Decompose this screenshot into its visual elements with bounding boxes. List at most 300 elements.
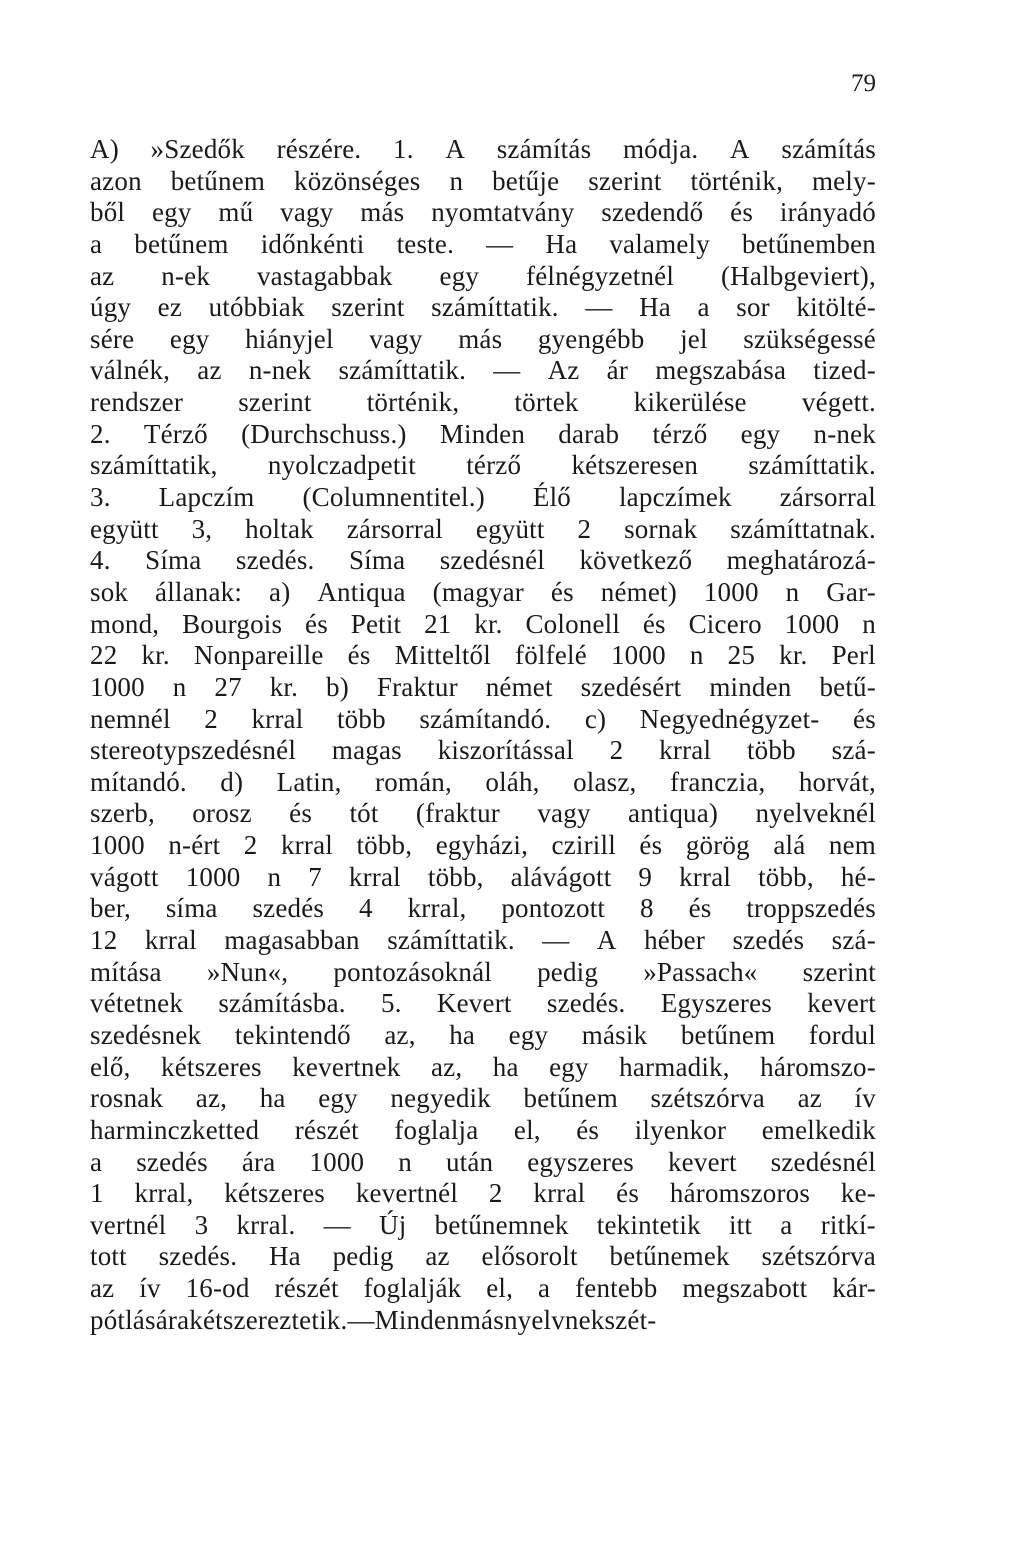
- word: ív: [854, 1083, 876, 1114]
- word: kevert: [667, 1146, 737, 1177]
- word: az,: [430, 1051, 463, 1082]
- word: —: [493, 355, 521, 386]
- word: Petit: [350, 608, 402, 639]
- word: több,: [758, 861, 814, 892]
- word: az: [797, 1083, 822, 1114]
- word: n: [398, 1146, 412, 1177]
- word: betűnemben: [742, 228, 876, 259]
- word: vétetnek: [90, 988, 184, 1019]
- word: b): [326, 671, 349, 702]
- word: és: [576, 1114, 600, 1145]
- word: 4: [359, 893, 373, 924]
- word: 2: [204, 703, 218, 734]
- word: más: [458, 323, 503, 354]
- text-line: [90, 1020, 876, 1052]
- word: fentebb: [575, 1273, 658, 1304]
- word: n-ek: [161, 260, 211, 291]
- word: (Columnentitel.): [302, 482, 485, 513]
- text-line: [90, 1178, 876, 1210]
- word: héber: [644, 925, 706, 956]
- word: 2: [243, 830, 258, 861]
- word: Új: [379, 1209, 407, 1240]
- text-line: [90, 1305, 876, 1337]
- text-line: [90, 419, 876, 451]
- word: Gar-: [826, 576, 876, 607]
- word: foglalják: [363, 1273, 462, 1304]
- word: ez: [157, 292, 183, 323]
- text-line: [90, 988, 876, 1020]
- word: 5.: [381, 988, 402, 1019]
- word: ha: [492, 1051, 519, 1082]
- word: végett.: [801, 387, 876, 418]
- word: foglalja: [394, 1114, 479, 1145]
- word: fordul: [808, 1019, 876, 1050]
- word: n-nek: [248, 355, 312, 386]
- word: számíttatik.: [387, 925, 515, 956]
- word: itt: [728, 1209, 753, 1240]
- word: teste.: [396, 228, 455, 259]
- word: 2: [609, 735, 624, 766]
- text-line: [90, 798, 876, 830]
- word: n-ért: [168, 830, 221, 861]
- word: számítás: [496, 134, 592, 164]
- word: tott: [90, 1241, 127, 1272]
- word: kétszeres: [224, 1178, 325, 1209]
- word: nyomtatvány: [431, 197, 575, 228]
- word: több: [746, 735, 796, 766]
- word: Latin,: [276, 766, 342, 797]
- word: kr.: [269, 671, 299, 702]
- word: ből: [90, 197, 126, 228]
- word: megszabása: [655, 355, 787, 386]
- word: vagy: [369, 323, 423, 354]
- word: szétszórva: [761, 1241, 876, 1272]
- word: pedig: [537, 956, 599, 987]
- word: térző: [466, 450, 522, 481]
- word: 1000: [90, 830, 145, 861]
- word: gyengébb: [537, 323, 645, 354]
- text-line: [90, 387, 876, 419]
- word: szétszórva: [650, 1083, 765, 1114]
- word: Fraktur: [376, 671, 458, 702]
- word: Minden: [374, 1304, 460, 1335]
- word: —: [542, 925, 570, 956]
- word: A: [596, 925, 617, 956]
- word: krral: [533, 1178, 586, 1209]
- word: antiqua): [628, 798, 719, 829]
- word: a: [780, 1209, 793, 1240]
- word: tekintetik: [596, 1209, 701, 1240]
- word: szedés.: [158, 1241, 238, 1272]
- word: számítandó.: [419, 703, 552, 734]
- word: több: [336, 703, 386, 734]
- word: állanak:: [155, 576, 243, 607]
- word: Minden: [439, 418, 526, 449]
- word: következő: [579, 545, 693, 576]
- word: ha: [259, 1083, 286, 1114]
- word: sor: [736, 292, 770, 323]
- word: krral: [679, 861, 732, 892]
- word: betűnem: [134, 228, 229, 259]
- text-line: [90, 545, 876, 577]
- text-line: [90, 893, 876, 925]
- word: szükségessé: [743, 323, 876, 354]
- word: utóbbiak: [208, 292, 305, 323]
- word: n: [862, 608, 876, 639]
- text-line: [90, 450, 876, 482]
- text-line: [90, 830, 876, 862]
- word: n: [785, 576, 800, 607]
- word: egy: [740, 418, 781, 449]
- word: német): [600, 576, 677, 607]
- word: közönséges: [294, 165, 421, 196]
- word: egy: [439, 260, 480, 291]
- word: az: [90, 1273, 115, 1304]
- word: Kevert: [436, 988, 512, 1019]
- word: —: [585, 292, 613, 323]
- text-line: [90, 1083, 876, 1115]
- word: —: [486, 228, 514, 259]
- word: 7: [308, 861, 322, 892]
- word: hé-: [840, 861, 876, 892]
- word: szét-: [604, 1304, 657, 1335]
- word: román,: [375, 766, 452, 797]
- word: krral: [659, 735, 712, 766]
- word: szedendő: [601, 197, 704, 228]
- text-line: [90, 1273, 876, 1305]
- word: után: [445, 1146, 494, 1177]
- text-line: [90, 957, 876, 989]
- word: krral.: [236, 1209, 296, 1240]
- text-line: [90, 229, 876, 261]
- word: a: [90, 1146, 103, 1177]
- word: egyházi,: [435, 830, 529, 861]
- word: betűje: [492, 165, 560, 196]
- word: 8: [640, 893, 654, 924]
- word: részére.: [276, 134, 362, 164]
- word: sok: [90, 576, 129, 607]
- word: A): [90, 134, 119, 164]
- word: el,: [486, 1273, 514, 1304]
- word: 9: [638, 861, 653, 892]
- word: meghatározá-: [726, 545, 876, 576]
- word: és: [639, 830, 663, 861]
- word: kikerülése: [633, 387, 747, 418]
- word: minden: [709, 671, 792, 702]
- word: troppszedés: [746, 893, 876, 924]
- word: tized-: [813, 355, 876, 386]
- word: és: [550, 576, 574, 607]
- word: fölfelé: [515, 640, 587, 671]
- word: ha: [449, 1019, 476, 1050]
- word: 2: [577, 513, 592, 544]
- word: olasz,: [573, 766, 637, 797]
- word: 2: [488, 1178, 503, 1209]
- word: a): [269, 576, 291, 607]
- word: 1000: [703, 576, 759, 607]
- word: egy: [318, 1083, 358, 1114]
- word: 1: [90, 1178, 104, 1209]
- word: és: [289, 798, 313, 829]
- word: Antiqua: [317, 576, 406, 607]
- word: d): [220, 766, 244, 797]
- word: az: [90, 260, 115, 291]
- word: más: [360, 197, 405, 228]
- word: a: [697, 292, 710, 323]
- word: krral,: [407, 893, 467, 924]
- word: az: [425, 1241, 450, 1272]
- body-text: [90, 134, 876, 1336]
- word: történik,: [366, 387, 460, 418]
- word: számíttatik.: [748, 450, 876, 481]
- word: (Halbgeviert),: [720, 260, 876, 291]
- word: félnégyzetnél: [526, 260, 675, 291]
- word: c): [584, 703, 607, 734]
- text-line: [90, 514, 876, 546]
- word: orosz: [192, 798, 252, 829]
- word: Mitteltől: [394, 640, 491, 671]
- word: n: [172, 671, 187, 702]
- word: német: [485, 671, 553, 702]
- word: számíttatik.: [431, 292, 559, 323]
- text-line: [90, 704, 876, 736]
- word: együtt: [90, 513, 159, 544]
- word: szedésért: [580, 671, 682, 702]
- word: alávágott: [510, 861, 612, 892]
- word: magasabban: [224, 925, 360, 956]
- word: kiszorítással: [437, 735, 574, 766]
- word: Élő: [532, 482, 571, 513]
- word: elősorolt: [481, 1241, 578, 1272]
- word: kr.: [779, 640, 808, 671]
- text-line: [90, 672, 876, 704]
- text-line: [90, 482, 876, 514]
- word: egy: [169, 323, 210, 354]
- word: harminczketted: [90, 1114, 260, 1145]
- word: harmadik,: [619, 1051, 730, 1082]
- word: számítás: [781, 134, 876, 164]
- word: szedés: [252, 893, 325, 924]
- word: szerint: [588, 165, 662, 196]
- word: vágott: [90, 861, 159, 892]
- word: a: [90, 228, 103, 259]
- word: válnék,: [90, 355, 171, 386]
- text-line: [90, 767, 876, 799]
- word: 2.: [90, 418, 111, 449]
- word: azon: [90, 165, 142, 196]
- word: nemnél: [90, 703, 171, 734]
- word: úgy: [90, 292, 132, 323]
- word: kr.: [474, 608, 503, 639]
- word: több,: [356, 830, 413, 861]
- word: görög: [685, 830, 750, 861]
- word: kétszeresen: [571, 450, 699, 481]
- word: A: [445, 134, 466, 164]
- word: elő,: [90, 1051, 131, 1082]
- word: 21: [424, 608, 452, 639]
- word: czirill: [551, 830, 616, 861]
- text-line: [90, 1115, 876, 1147]
- word: pótlás: [90, 1304, 156, 1335]
- word: szedés: [732, 925, 805, 956]
- word: valamely: [609, 228, 710, 259]
- word: lapczímek: [618, 482, 732, 513]
- word: kevertnél: [355, 1178, 459, 1209]
- word: holtak: [245, 513, 314, 544]
- word: sornak: [624, 513, 698, 544]
- text-line: [90, 1210, 876, 1242]
- word: szá-: [831, 735, 876, 766]
- word: Negyednégyzet-: [639, 703, 820, 734]
- text-line: [90, 292, 876, 324]
- text-line: [90, 1147, 876, 1179]
- text-line: [90, 197, 876, 229]
- word: krral,: [134, 1178, 194, 1209]
- word: Síma: [348, 545, 406, 576]
- word: zársorral: [346, 513, 443, 544]
- word: egy: [549, 1051, 589, 1082]
- word: tót: [349, 798, 379, 829]
- word: mely-: [811, 165, 876, 196]
- word: vastagabbak: [256, 260, 393, 291]
- word: szedés.: [235, 545, 315, 576]
- word: ára: [241, 1146, 276, 1177]
- word: Perl: [831, 640, 876, 671]
- word: nyelveknél: [755, 798, 876, 829]
- text-line: [90, 862, 876, 894]
- text-line: [90, 640, 876, 672]
- word: ber,: [90, 893, 131, 924]
- text-line: [90, 577, 876, 609]
- word: oláh,: [485, 766, 540, 797]
- word: az,: [195, 1083, 228, 1114]
- word: darab: [558, 418, 620, 449]
- text-line: [90, 261, 876, 293]
- word: 3.: [90, 482, 111, 513]
- word: horvát,: [798, 766, 876, 797]
- word: (Durchschuss.): [241, 418, 407, 449]
- word: negyedik: [390, 1083, 491, 1114]
- word: kétszeres: [161, 1051, 262, 1082]
- word: rendszer: [90, 387, 184, 418]
- word: szerint: [331, 292, 405, 323]
- word: Az: [547, 355, 580, 386]
- word: zársorral: [779, 482, 876, 513]
- word: A: [730, 134, 750, 164]
- word: ív: [139, 1273, 161, 1304]
- word: nyelvnek: [503, 1304, 605, 1335]
- word: szedésnél: [770, 1146, 876, 1177]
- word: jel: [680, 323, 708, 354]
- word: Síma: [145, 545, 202, 576]
- word: Ha: [639, 292, 671, 323]
- word: és: [616, 1178, 640, 1209]
- word: háromszoros: [669, 1178, 811, 1209]
- word: számíttatnak.: [730, 513, 876, 544]
- word: kétszereztetik.: [189, 1304, 348, 1335]
- word: 1.: [393, 134, 414, 164]
- word: emelkedik: [761, 1114, 876, 1145]
- word: 3: [194, 1209, 209, 1240]
- word: betűnem: [523, 1083, 618, 1114]
- word: 12: [90, 925, 118, 956]
- word: 27: [214, 671, 242, 702]
- word: Ha: [268, 1241, 301, 1272]
- word: és: [347, 640, 371, 671]
- text-line: [90, 166, 876, 198]
- word: betűnem: [680, 1019, 776, 1050]
- word: krral: [251, 703, 304, 734]
- text-line: [90, 735, 876, 767]
- word: Colonell: [525, 608, 621, 639]
- word: időnkénti: [260, 228, 365, 259]
- word: Lapczím: [158, 482, 255, 513]
- word: 1000: [185, 861, 241, 892]
- word: pontozott: [501, 893, 606, 924]
- word: más: [459, 1304, 504, 1335]
- word: és: [642, 608, 666, 639]
- word: »Passach«: [643, 956, 758, 987]
- word: pontozásoknál: [333, 956, 492, 987]
- word: franczia,: [669, 766, 766, 797]
- word: betű-: [819, 671, 876, 702]
- word: (fraktur: [415, 798, 500, 829]
- word: 22: [90, 640, 118, 671]
- text-line: [90, 324, 876, 356]
- word: egyszeres: [527, 1146, 634, 1177]
- word: kár-: [832, 1273, 876, 1304]
- word: el,: [513, 1114, 541, 1145]
- word: (magyar: [432, 576, 524, 607]
- word: egy: [508, 1019, 549, 1050]
- word: hiányjel: [245, 323, 334, 354]
- word: számíttatik,: [90, 450, 218, 481]
- word: Nonpareille: [193, 640, 324, 671]
- word: vagy: [537, 798, 591, 829]
- word: 4.: [90, 545, 111, 576]
- word: pedig: [332, 1241, 394, 1272]
- word: mítása: [90, 956, 162, 987]
- word: tekintendő: [234, 1019, 351, 1050]
- word: n: [449, 165, 464, 196]
- word: ilyenkor: [634, 1114, 727, 1145]
- word: és: [688, 893, 712, 924]
- word: számíttatik.: [338, 355, 467, 386]
- word: »Nun«,: [206, 956, 289, 987]
- word: mítandó.: [90, 766, 187, 797]
- word: nyolczadpetit: [267, 450, 416, 481]
- word: rosnak: [90, 1083, 164, 1114]
- word: 3,: [191, 513, 213, 544]
- word: mű: [218, 197, 254, 228]
- word: n-nek: [813, 418, 876, 449]
- word: szerint: [802, 956, 876, 987]
- word: megszabott: [682, 1273, 808, 1304]
- word: szedésnek: [90, 1019, 202, 1050]
- word: ke-: [840, 1178, 876, 1209]
- word: n: [689, 640, 704, 671]
- word: ritkí-: [820, 1209, 876, 1240]
- word: 1000: [90, 671, 145, 702]
- word: vertnél: [90, 1209, 167, 1240]
- word: több,: [427, 861, 484, 892]
- word: 16-od: [185, 1273, 250, 1304]
- word: kitölté-: [796, 292, 876, 323]
- word: Egyszeres: [660, 988, 773, 1019]
- word: alá: [773, 830, 806, 861]
- word: kr.: [141, 640, 170, 671]
- word: mond,: [90, 608, 160, 639]
